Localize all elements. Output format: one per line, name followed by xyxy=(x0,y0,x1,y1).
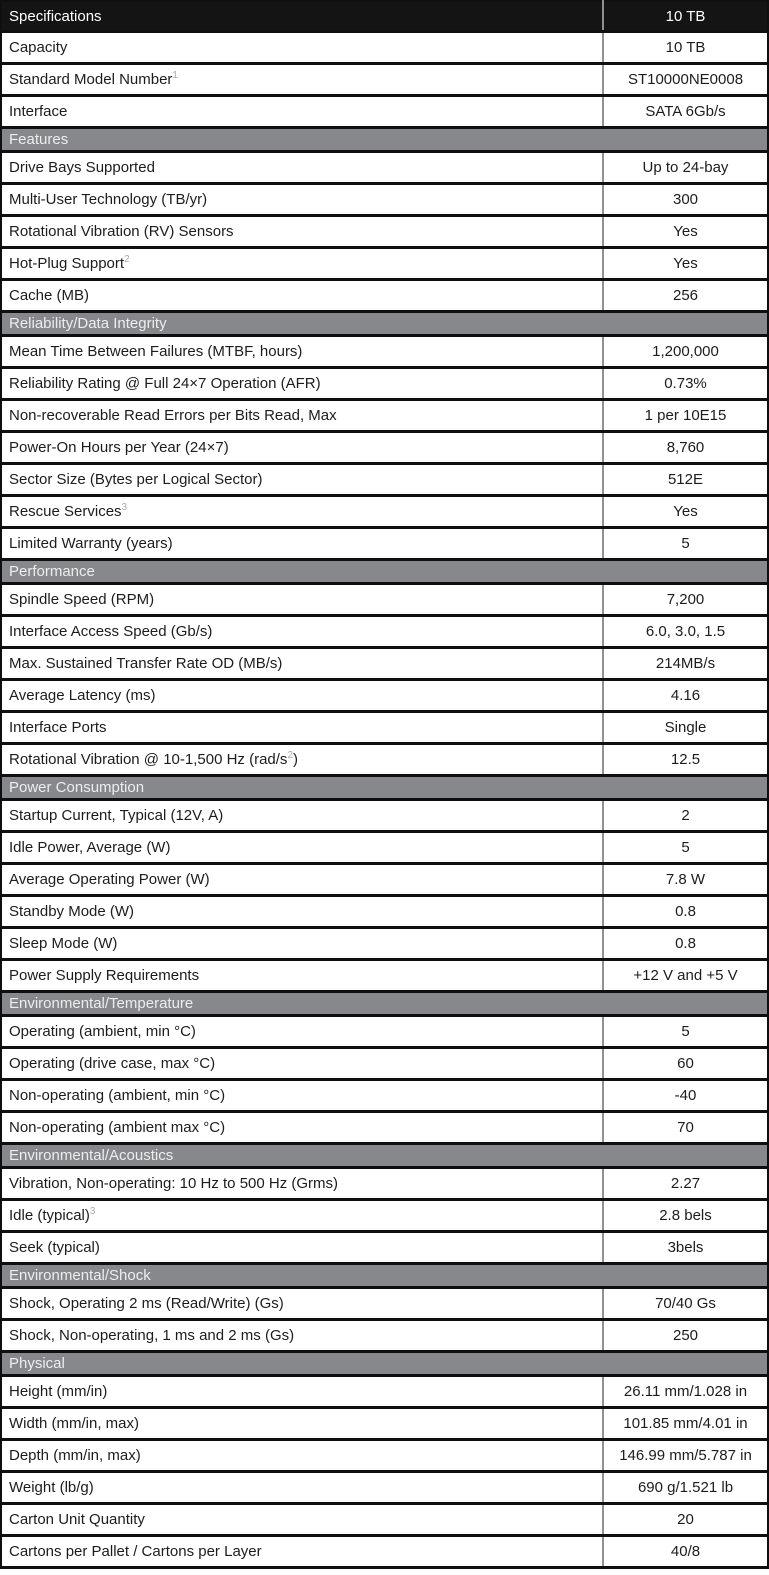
spec-label-text: Hot-Plug Support xyxy=(9,255,125,272)
spec-value: 0.8 xyxy=(603,896,768,928)
spec-label-text: Reliability Rating @ Full 24×7 Operation (AFR) xyxy=(9,375,321,392)
spec-row xyxy=(1,464,768,496)
spec-label xyxy=(1,152,603,184)
footnote-superscript: 3 xyxy=(89,1206,96,1217)
spec-label xyxy=(1,1536,603,1568)
section-title: Performance xyxy=(1,560,768,584)
spec-row xyxy=(1,400,768,432)
spec-label-text: Drive Bays Supported xyxy=(9,159,155,176)
spec-value: 12.5 xyxy=(603,744,768,776)
spec-label xyxy=(1,712,603,744)
spec-row xyxy=(1,184,768,216)
spec-value: 2 xyxy=(603,800,768,832)
spec-label-text: Non-operating (ambient, min °C) xyxy=(9,1087,226,1104)
spec-label-text: Idle (typical) xyxy=(9,1207,90,1224)
spec-label xyxy=(1,648,603,680)
spec-label xyxy=(1,864,603,896)
spec-label xyxy=(1,1048,603,1080)
spec-row xyxy=(1,1472,768,1504)
spec-row xyxy=(1,1504,768,1536)
spec-row xyxy=(1,1112,768,1144)
spec-label xyxy=(1,1320,603,1352)
spec-value: +12 V and +5 V xyxy=(603,960,768,992)
spec-value: 1,200,000 xyxy=(603,336,768,368)
spec-value: 256 xyxy=(603,280,768,312)
footnote-superscript: 1 xyxy=(172,70,178,81)
spec-value: 5 xyxy=(603,528,768,560)
spec-label xyxy=(1,184,603,216)
spec-row xyxy=(1,432,768,464)
spec-label-text: Power Supply Requirements xyxy=(9,967,200,984)
spec-label xyxy=(1,528,603,560)
spec-label-text: Standard Model Number xyxy=(9,71,173,88)
spec-value: 0.73% xyxy=(603,368,768,400)
spec-row xyxy=(1,248,768,280)
spec-label xyxy=(1,1440,603,1472)
spec-row xyxy=(1,1080,768,1112)
spec-row xyxy=(1,712,768,744)
spec-row xyxy=(1,616,768,648)
spec-label-suffix: ) xyxy=(293,751,298,768)
spec-value: 3bels xyxy=(603,1232,768,1264)
spec-row xyxy=(1,832,768,864)
spec-value: Yes xyxy=(603,496,768,528)
spec-label xyxy=(1,216,603,248)
spec-label xyxy=(1,64,603,96)
spec-label-text: Idle Power, Average (W) xyxy=(9,839,171,856)
spec-row xyxy=(1,1168,768,1200)
spec-row xyxy=(1,864,768,896)
spec-value: 690 g/1.521 lb xyxy=(603,1472,768,1504)
spec-row xyxy=(1,368,768,400)
section-header-row xyxy=(1,1144,768,1168)
spec-value: 2.8 bels xyxy=(603,1200,768,1232)
spec-row xyxy=(1,680,768,712)
spec-value: 5 xyxy=(603,1016,768,1048)
spec-label xyxy=(1,96,603,128)
spec-label-text: Spindle Speed (RPM) xyxy=(9,591,155,608)
spec-value: 101.85 mm/4.01 in xyxy=(603,1408,768,1440)
spec-value: 20 xyxy=(603,1504,768,1536)
spec-label-text: Max. Sustained Transfer Rate OD (MB/s) xyxy=(9,655,283,672)
spec-row xyxy=(1,96,768,128)
spec-value: ST10000NE0008 xyxy=(603,64,768,96)
spec-label xyxy=(1,248,603,280)
spec-value: 250 xyxy=(603,1320,768,1352)
spec-value: 1 per 10E15 xyxy=(603,400,768,432)
spec-label-text: Interface xyxy=(9,103,68,120)
spec-label xyxy=(1,960,603,992)
spec-label xyxy=(1,584,603,616)
footnote-superscript: 2 xyxy=(124,254,130,265)
section-header-row xyxy=(1,1352,768,1376)
spec-label xyxy=(1,1016,603,1048)
spec-value: 146.99 mm/5.787 in xyxy=(603,1440,768,1472)
spec-label-text: Cache (MB) xyxy=(9,287,90,304)
spec-label xyxy=(1,1200,603,1232)
spec-label xyxy=(1,680,603,712)
spec-label xyxy=(1,832,603,864)
spec-value: 8,760 xyxy=(603,432,768,464)
header-capacity-value: 10 TB xyxy=(603,1,768,32)
spec-label xyxy=(1,1080,603,1112)
spec-value: 0.8 xyxy=(603,928,768,960)
spec-label-text: Average Operating Power (W) xyxy=(9,871,210,888)
spec-label-text: Interface Ports xyxy=(9,719,107,736)
spec-value: 4.16 xyxy=(603,680,768,712)
spec-label-text: Cartons per Pallet / Cartons per Layer xyxy=(9,1543,262,1560)
spec-row xyxy=(1,928,768,960)
spec-label xyxy=(1,1168,603,1200)
footnote-superscript: 3 xyxy=(121,502,128,513)
spec-value: 26.11 mm/1.028 in xyxy=(603,1376,768,1408)
spec-label xyxy=(1,1288,603,1320)
spec-label xyxy=(1,432,603,464)
spec-label xyxy=(1,928,603,960)
spec-label-text: Rescue Services xyxy=(9,503,122,520)
header-title: Specifications xyxy=(1,1,603,32)
spec-label-text: Weight (lb/g) xyxy=(9,1479,94,1496)
spec-label-text: Average Latency (ms) xyxy=(9,687,156,704)
spec-row xyxy=(1,336,768,368)
spec-row xyxy=(1,1440,768,1472)
section-title: Power Consumption xyxy=(1,776,768,800)
spec-value: Yes xyxy=(603,216,768,248)
spec-value: 5 xyxy=(603,832,768,864)
section-header-row xyxy=(1,1264,768,1288)
spec-label-text: Depth (mm/in, max) xyxy=(9,1447,141,1464)
spec-label-text: Shock, Non-operating, 1 ms and 2 ms (Gs) xyxy=(9,1327,295,1344)
spec-label xyxy=(1,1504,603,1536)
spec-row xyxy=(1,896,768,928)
spec-row xyxy=(1,1320,768,1352)
spec-row xyxy=(1,1288,768,1320)
spec-label xyxy=(1,1408,603,1440)
spec-label xyxy=(1,464,603,496)
spec-row xyxy=(1,1376,768,1408)
section-header-row xyxy=(1,128,768,152)
spec-label-text: Operating (drive case, max °C) xyxy=(9,1055,216,1072)
spec-row xyxy=(1,648,768,680)
spec-row xyxy=(1,216,768,248)
spec-label-text: Carton Unit Quantity xyxy=(9,1511,145,1528)
spec-label-text: Rotational Vibration (RV) Sensors xyxy=(9,223,234,240)
section-header-row xyxy=(1,992,768,1016)
section-header-row xyxy=(1,560,768,584)
section-header-row xyxy=(1,776,768,800)
spec-value: 6.0, 3.0, 1.5 xyxy=(603,616,768,648)
spec-value: 512E xyxy=(603,464,768,496)
spec-label xyxy=(1,280,603,312)
spec-value: SATA 6Gb/s xyxy=(603,96,768,128)
spec-value: 70 xyxy=(603,1112,768,1144)
spec-label-text: Mean Time Between Failures (MTBF, hours) xyxy=(9,343,303,360)
spec-row xyxy=(1,960,768,992)
spec-label-text: Sleep Mode (W) xyxy=(9,935,118,952)
spec-label-text: Shock, Operating 2 ms (Read/Write) (Gs) xyxy=(9,1295,284,1312)
spec-label xyxy=(1,336,603,368)
spec-label-text: Width (mm/in, max) xyxy=(9,1415,140,1432)
spec-value: Single xyxy=(603,712,768,744)
spec-label xyxy=(1,616,603,648)
spec-value: 7.8 W xyxy=(603,864,768,896)
spec-value: 300 xyxy=(603,184,768,216)
section-title: Reliability/Data Integrity xyxy=(1,312,768,336)
spec-row xyxy=(1,64,768,96)
spec-label-text: Vibration, Non-operating: 10 Hz to 500 Hz (Grms) xyxy=(9,1175,339,1192)
spec-label-text: Standby Mode (W) xyxy=(9,903,135,920)
spec-label-text: Capacity xyxy=(9,39,68,56)
spec-value: 70/40 Gs xyxy=(603,1288,768,1320)
spec-label-text: Non-recoverable Read Errors per Bits Read, Max xyxy=(9,407,337,424)
spec-label-text: Height (mm/in) xyxy=(9,1383,108,1400)
spec-value: 10 TB xyxy=(603,32,768,64)
spec-label-text: Startup Current, Typical (12V, A) xyxy=(9,807,224,824)
spec-row xyxy=(1,1200,768,1232)
spec-value: 40/8 xyxy=(603,1536,768,1568)
spec-row xyxy=(1,32,768,64)
section-title: Environmental/Acoustics xyxy=(1,1144,768,1168)
spec-row xyxy=(1,744,768,776)
spec-value: 214MB/s xyxy=(603,648,768,680)
spec-label-text: Limited Warranty (years) xyxy=(9,535,173,552)
spec-row xyxy=(1,584,768,616)
spec-label xyxy=(1,1112,603,1144)
section-title: Environmental/Temperature xyxy=(1,992,768,1016)
section-title: Environmental/Shock xyxy=(1,1264,768,1288)
spec-label-text: Power-On Hours per Year (24×7) xyxy=(9,439,229,456)
spec-label-text: Sector Size (Bytes per Logical Sector) xyxy=(9,471,263,488)
spec-row xyxy=(1,152,768,184)
spec-label xyxy=(1,368,603,400)
footnote-superscript: 2 xyxy=(287,750,293,761)
table-header-row xyxy=(1,1,768,32)
spec-label xyxy=(1,800,603,832)
spec-row xyxy=(1,1232,768,1264)
spec-label xyxy=(1,1472,603,1504)
spec-label xyxy=(1,400,603,432)
spec-label-text: Non-operating (ambient max °C) xyxy=(9,1119,226,1136)
section-title: Features xyxy=(1,128,768,152)
spec-row xyxy=(1,528,768,560)
spec-value: 7,200 xyxy=(603,584,768,616)
spec-value: Up to 24-bay xyxy=(603,152,768,184)
spec-label xyxy=(1,744,603,776)
spec-row xyxy=(1,800,768,832)
spec-row xyxy=(1,1536,768,1568)
spec-label xyxy=(1,1376,603,1408)
section-title: Physical xyxy=(1,1352,768,1376)
spec-value: 60 xyxy=(603,1048,768,1080)
spec-row xyxy=(1,1048,768,1080)
spec-row xyxy=(1,1016,768,1048)
spec-value: -40 xyxy=(603,1080,768,1112)
spec-label-text: Multi-User Technology (TB/yr) xyxy=(9,191,208,208)
spec-value: Yes xyxy=(603,248,768,280)
spec-value: 2.27 xyxy=(603,1168,768,1200)
spec-label xyxy=(1,896,603,928)
spec-label-text: Operating (ambient, min °C) xyxy=(9,1023,196,1040)
spec-table-body xyxy=(1,32,768,1568)
spec-label-text: Interface Access Speed (Gb/s) xyxy=(9,623,213,640)
spec-row xyxy=(1,280,768,312)
spec-label-text: Seek (typical) xyxy=(9,1239,100,1256)
spec-label-text: Rotational Vibration @ 10-1,500 Hz (rad/s xyxy=(9,751,288,768)
spec-label xyxy=(1,496,603,528)
spec-label xyxy=(1,1232,603,1264)
spec-row xyxy=(1,1408,768,1440)
section-header-row xyxy=(1,312,768,336)
spec-row xyxy=(1,496,768,528)
spec-label xyxy=(1,32,603,64)
